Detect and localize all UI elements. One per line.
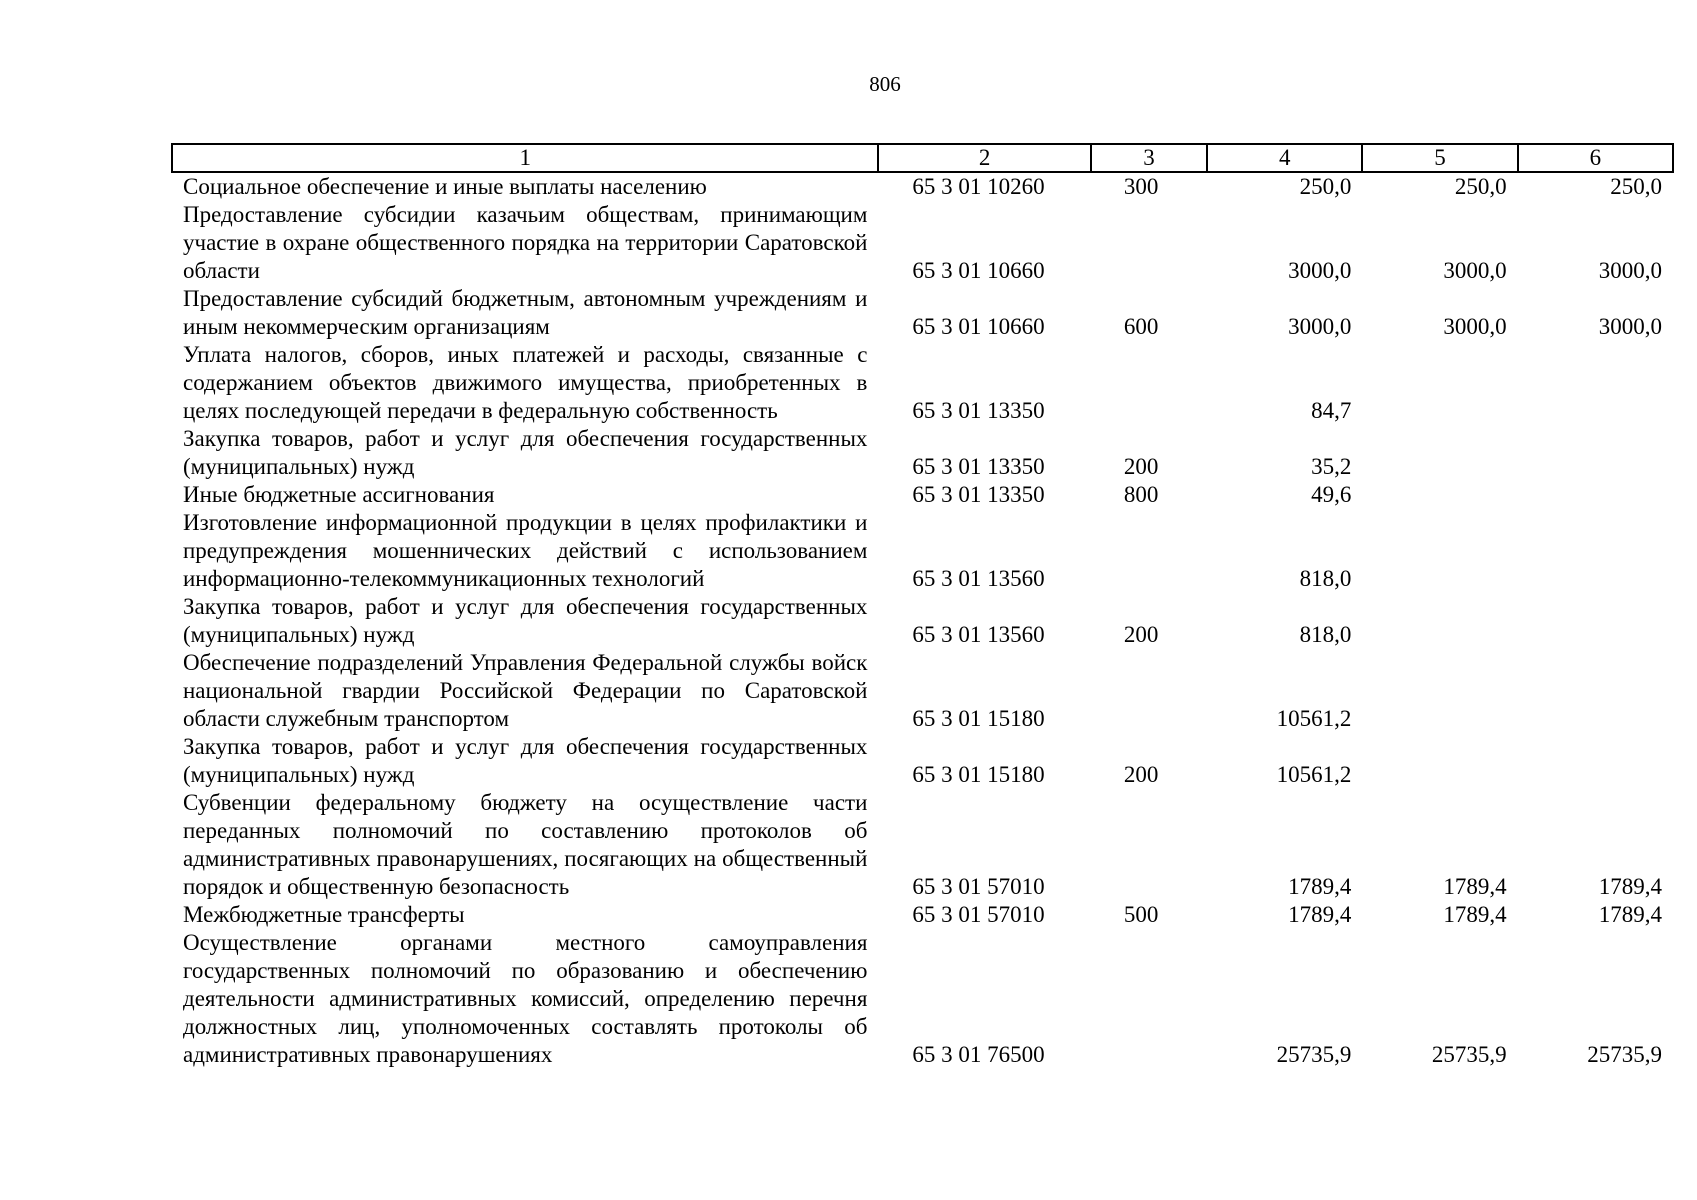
table-row (172, 901, 1673, 929)
amount-col5: 3000,0 (1443, 314, 1507, 339)
item-name: Межбюджетные трансферты (183, 902, 465, 927)
amount-col4: 3000,0 (1288, 258, 1352, 283)
amount-col6: 1789,4 (1598, 902, 1662, 927)
amount-col6 (1518, 593, 1673, 649)
table-row (172, 481, 1673, 509)
target-code: 65 3 01 13560 (912, 622, 1045, 647)
amount-col4: 250,0 (1299, 174, 1352, 199)
target-code: 65 3 01 13350 (912, 398, 1045, 423)
expense-type (1091, 789, 1207, 901)
target-code: 65 3 01 10660 (912, 314, 1045, 339)
table-row (172, 733, 1673, 789)
expense-type: 600 (1123, 314, 1159, 339)
amount-col4: 3000,0 (1288, 314, 1352, 339)
expense-type: 200 (1123, 454, 1159, 479)
item-name: Уплата налогов, сборов, иных платежей и расходы, связанные с содержанием объектов движимого имущества, приобретенных в целях последующей передачи в федеральную собственность (183, 342, 868, 423)
amount-col4: 818,0 (1299, 622, 1352, 647)
item-name: Предоставление субсидии казачьим обществам, принимающим участие в охране общественного порядка на территории Саратовской области (183, 202, 868, 283)
header-cell: 6 (1518, 144, 1673, 172)
header-cell: 2 (878, 144, 1090, 172)
expense-type (1091, 201, 1207, 285)
amount-col4: 1789,4 (1288, 874, 1352, 899)
amount-col4: 25735,9 (1276, 1042, 1352, 1067)
table-row (172, 341, 1673, 425)
amount-col6: 3000,0 (1598, 314, 1662, 339)
item-name: Социальное обеспечение и иные выплаты населению (183, 174, 707, 199)
target-code: 65 3 01 57010 (912, 902, 1045, 927)
amount-col5: 250,0 (1454, 174, 1507, 199)
table-row (172, 201, 1673, 285)
amount-col5: 25735,9 (1431, 1042, 1507, 1067)
target-code: 65 3 01 13350 (912, 454, 1045, 479)
amount-col5 (1362, 649, 1517, 733)
expense-type (1091, 929, 1207, 1069)
table-row (172, 285, 1673, 341)
expense-type: 800 (1123, 482, 1159, 507)
expense-type (1091, 649, 1207, 733)
target-code: 65 3 01 15180 (912, 762, 1045, 787)
amount-col4: 10561,2 (1276, 706, 1352, 731)
amount-col4: 49,6 (1311, 482, 1352, 507)
amount-col6: 25735,9 (1587, 1042, 1662, 1067)
amount-col5: 1789,4 (1443, 874, 1507, 899)
amount-col5: 1789,4 (1443, 902, 1507, 927)
item-name: Закупка товаров, работ и услуг для обеспечения государственных (муниципальных) нужд (183, 426, 868, 479)
budget-table (171, 143, 1674, 1069)
amount-col6 (1518, 481, 1673, 509)
amount-col6: 3000,0 (1598, 258, 1662, 283)
amount-col6 (1518, 425, 1673, 481)
amount-col6 (1518, 733, 1673, 789)
amount-col5 (1362, 593, 1517, 649)
amount-col4: 35,2 (1311, 454, 1352, 479)
amount-col6 (1518, 649, 1673, 733)
target-code: 65 3 01 10660 (912, 258, 1045, 283)
amount-col5: 3000,0 (1443, 258, 1507, 283)
header-cell: 1 (172, 144, 878, 172)
target-code: 65 3 01 76500 (912, 1042, 1045, 1067)
page-number: 806 (869, 72, 901, 96)
table-row (172, 649, 1673, 733)
amount-col6 (1518, 341, 1673, 425)
target-code: 65 3 01 13560 (912, 566, 1045, 591)
expense-type: 500 (1123, 902, 1159, 927)
amount-col5 (1362, 733, 1517, 789)
amount-col4: 84,7 (1311, 398, 1352, 423)
expense-type: 200 (1123, 622, 1159, 647)
item-name: Осуществление органами местного самоуправления государственных полномочий по образованию и обеспечению деятельности административных комиссий, определению перечня должностных лиц, уполномоченных составлять протоколы об административных правонарушениях (183, 930, 868, 1067)
header-row (172, 144, 1673, 172)
amount-col6: 1789,4 (1598, 874, 1662, 899)
item-name: Субвенции федеральному бюджету на осуществление части переданных полномочий по составлению протоколов об административных правонарушениях, посягающих на общественный порядок и общественную безопасность (183, 790, 868, 899)
item-name: Изготовление информационной продукции в целях профилактики и предупреждения мошеннических действий с использованием информационно-телекоммуникационных технологий (183, 510, 868, 591)
table-row (172, 789, 1673, 901)
amount-col4: 1789,4 (1288, 902, 1352, 927)
item-name: Обеспечение подразделений Управления Федеральной службы войск национальной гвардии Российской Федерации по Саратовской области служебным транспортом (183, 650, 868, 731)
item-name: Закупка товаров, работ и услуг для обеспечения государственных (муниципальных) нужд (183, 734, 868, 787)
amount-col4: 10561,2 (1276, 762, 1352, 787)
amount-col5 (1362, 341, 1517, 425)
table-row (172, 172, 1673, 201)
amount-col5 (1362, 425, 1517, 481)
table-row (172, 425, 1673, 481)
expense-type (1091, 509, 1207, 593)
header-cell: 3 (1091, 144, 1207, 172)
item-name: Предоставление субсидий бюджетным, автономным учреждениям и иным некоммерческим организациям (183, 286, 868, 339)
item-name: Закупка товаров, работ и услуг для обеспечения государственных (муниципальных) нужд (183, 594, 868, 647)
header-cell: 4 (1207, 144, 1362, 172)
amount-col6: 250,0 (1610, 174, 1662, 199)
amount-col5 (1362, 481, 1517, 509)
amount-col4: 818,0 (1299, 566, 1352, 591)
table-row (172, 593, 1673, 649)
amount-col6 (1518, 509, 1673, 593)
table-row (172, 929, 1673, 1069)
expense-type: 300 (1123, 174, 1159, 199)
target-code: 65 3 01 10260 (912, 174, 1045, 199)
expense-type (1091, 341, 1207, 425)
table-row (172, 509, 1673, 593)
header-cell: 5 (1362, 144, 1517, 172)
target-code: 65 3 01 57010 (912, 874, 1045, 899)
expense-type: 200 (1123, 762, 1159, 787)
item-name: Иные бюджетные ассигнования (183, 482, 495, 507)
target-code: 65 3 01 13350 (912, 482, 1045, 507)
amount-col5 (1362, 509, 1517, 593)
target-code: 65 3 01 15180 (912, 706, 1045, 731)
